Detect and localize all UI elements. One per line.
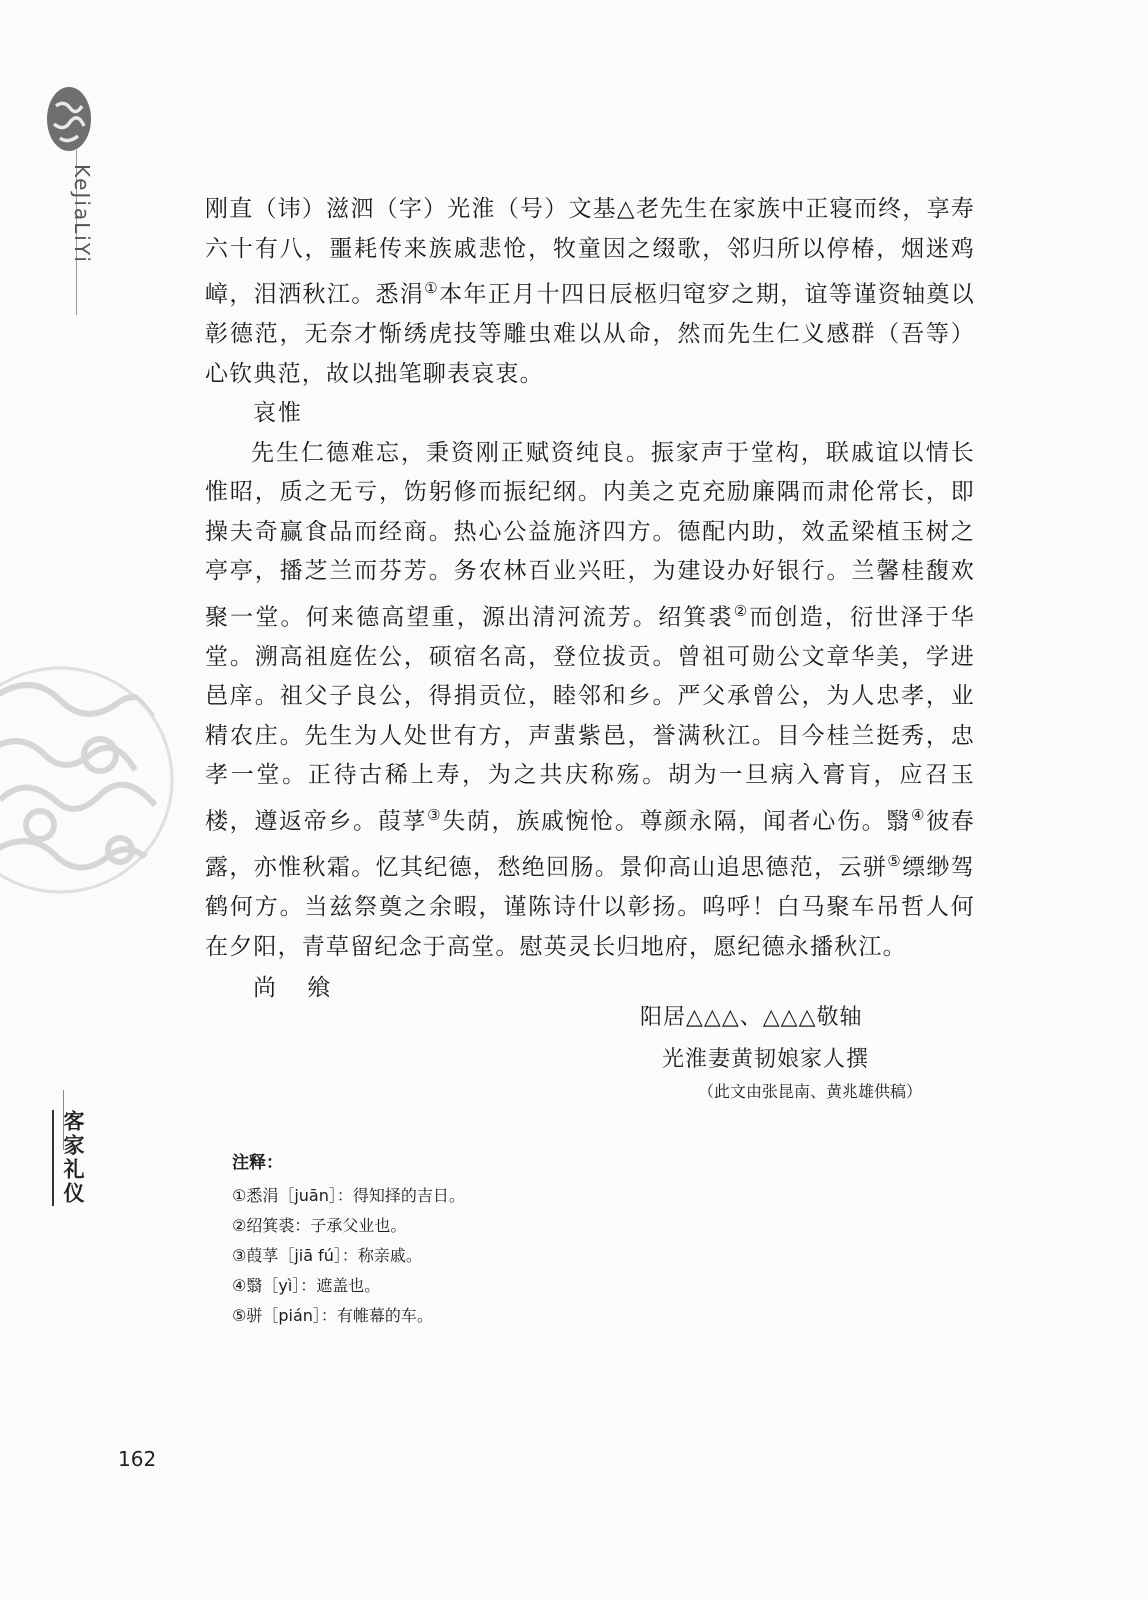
note-item: ⑤骈［pián］：有帷幕的车。: [232, 1306, 433, 1325]
text-segment: 刚直（讳）滋泗（字）光淮（号）文基△老先生在家族中正寝而终，享寿六十有八，噩耗传来族戚悲怆，牧童因之缀歌，邻归所以停椿，烟迷鸡嶂，泪洒秋江。悉涓: [205, 196, 975, 308]
seal-stamp-icon: [44, 84, 94, 154]
footnote-marker: ⑤: [887, 851, 903, 870]
text-segment: 本年正月十四日辰柩归窀穸之期，谊等谨资轴奠以彰德范，无奈才惭绣虎技等雕虫难以从命，然而先生仁义感群（吾等）心钦典范，故以拙笔聊表哀衷。: [205, 281, 975, 387]
footnote-marker: ②: [733, 601, 750, 620]
text-segment: 失荫，族戚惋怆。尊颜永隔，闻者心伤。翳: [442, 808, 911, 835]
section-heading: 哀惟: [253, 400, 303, 427]
chapter-label: 客家礼仪: [52, 1110, 88, 1206]
footnote-marker: ④: [910, 805, 927, 824]
closing-phrase: 尚 飨: [253, 975, 343, 1002]
note-item: ②绍箕裘：子承父业也。: [232, 1216, 407, 1235]
notes-section: [232, 1148, 465, 1331]
paragraph-intro: [205, 190, 975, 394]
signature-line: 阳居△△△、△△△敬轴: [640, 1005, 863, 1030]
text-segment: 彼春露，亦惟秋霜。忆其纪德，愁绝回肠。景仰高山追思德范，云骈: [205, 808, 975, 881]
note-item: ①悉涓［juān］：得知择的吉日。: [232, 1186, 465, 1205]
paragraph-eulogy: [205, 434, 975, 967]
cloud-pattern-icon: [0, 640, 175, 920]
main-text: [205, 190, 975, 1009]
author-line: 光淮妻黄韧娘家人撰: [662, 1047, 870, 1072]
notes-title: 注释：: [232, 1153, 283, 1173]
footnote-marker: ①: [424, 279, 440, 297]
series-label: KeJiaLiYi: [70, 164, 94, 264]
note-item: ③葭莩［jiā fú］：称亲戚。: [232, 1246, 422, 1265]
credit-line: （此文由张昆南、黄兆雄供稿）: [698, 1082, 923, 1101]
text-segment: 先生仁德难忘，秉资刚正赋资纯良。振家声于堂构，联戚谊以情长惟昭，质之无亏，饬躬修而振纪纲。内美之克充励廉隅而肃伦常长，即操夫奇赢食品而经商。热心公益施济四方。德配内助，效孟梁植玉树之亭亭，播芝兰而芬芳。务农林百业兴旺，为建设办好银行。兰馨桂馥欢聚一堂。何来德高望重，源出清河流芳。绍箕裘: [205, 439, 975, 631]
footnote-marker: ③: [427, 805, 443, 824]
text-segment: 而创造，衍世泽于华堂。溯高祖庭佐公，硕宿名高，登位拔贡。曾祖可勋公文章华美，学进邑庠。祖父子良公，得捐贡位，睦邻和乡。严父承曾公，为人忠孝，业精农庄。先生为人处世有方，声蜚紫邑，誉满秋江。目今桂兰挺秀，忠孝一堂。正待古稀上寿，为之共庆称殇。胡为一旦病入膏肓，应召玉楼，遵返帝乡。葭莩: [205, 604, 975, 835]
page-number: 162: [118, 1447, 157, 1471]
text-segment: 缥缈驾鹤何方。当兹祭奠之余暇，谨陈诗什以彰扬。呜呼！白马聚车吊哲人何在夕阳，青草留纪念于高堂。慰英灵长归地府，愿纪德永播秋江。: [205, 854, 975, 960]
note-item: ④翳［yì］：遮盖也。: [232, 1276, 381, 1295]
